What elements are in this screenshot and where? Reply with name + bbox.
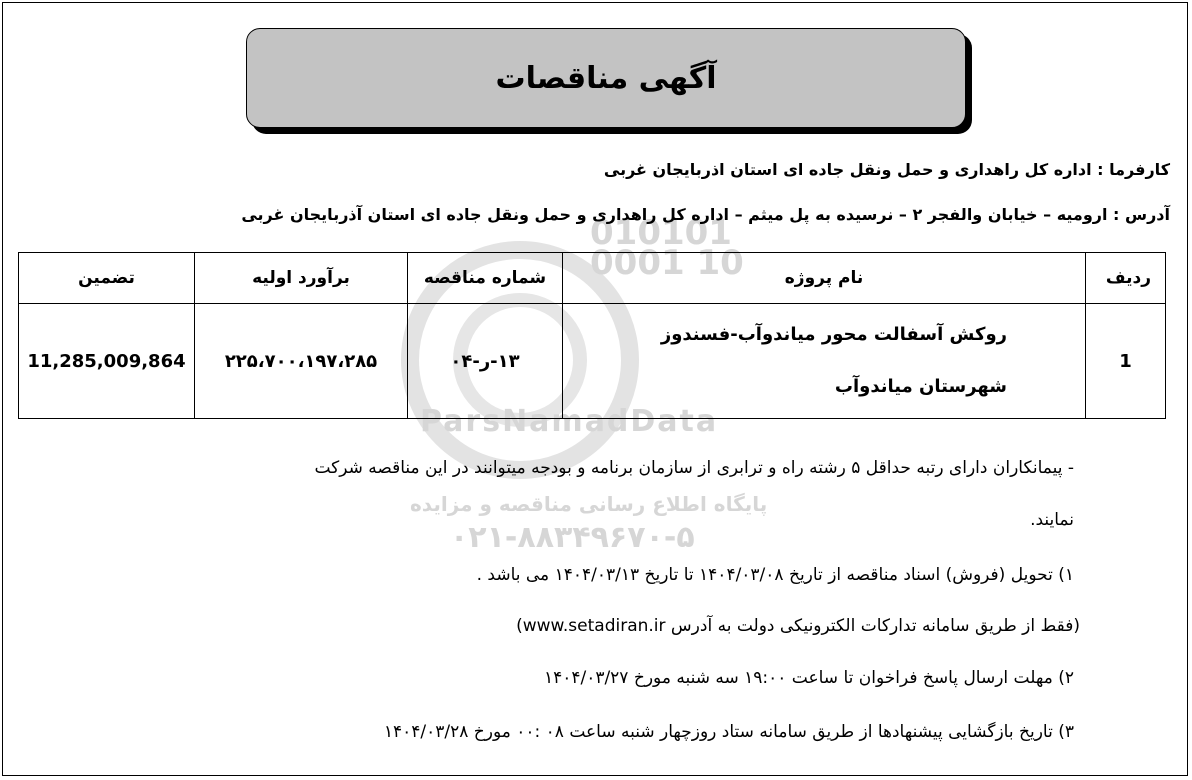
cell-tender-number: ۱۳-ر-۰۴: [408, 304, 563, 419]
header-row-number: ردیف: [1086, 253, 1166, 304]
tender-table: [18, 252, 1166, 419]
contractor-note-end: نمایند.: [1030, 510, 1074, 530]
project-name-line1: روکش آسفالت محور میاندوآب-فسندوز: [660, 324, 1007, 345]
watermark-digits: 010101 0001 10: [590, 213, 744, 283]
item-document-delivery: ۱) تحویل (فروش) اسناد مناقصه از تاریخ ۱۴۰۴/۰۳/۰۸ تا تاریخ ۱۴۰۴/۰۳/۱۳ می باشد .: [476, 565, 1074, 585]
employer-line: کارفرما : اداره کل راهداری و حمل ونقل جاده ای استان اذربایجان غربی: [603, 160, 1170, 179]
table-header-row: [19, 253, 1166, 304]
watermark-phone: ۰۲۱-۸۸۳۴۹۶۷۰-۵: [450, 520, 695, 555]
header-initial-estimate: برآورد اولیه: [195, 253, 408, 304]
cell-project-name: [563, 304, 1086, 419]
header-project-name: نام پروژه: [563, 253, 1086, 304]
watermark-tagline: پایگاه اطلاع رسانی مناقصه و مزایده: [410, 492, 768, 516]
cell-guarantee: 11,285,009,864: [19, 304, 195, 419]
item-response-deadline: ۲) مهلت ارسال پاسخ فراخوان تا ساعت ۱۹:۰۰ سه شنبه مورخ ۱۴۰۴/۰۳/۲۷: [543, 668, 1074, 688]
table-row: [19, 304, 1166, 419]
header-guarantee: تضمین: [19, 253, 195, 304]
item-opening-date: ۳) تاریخ بازگشایی پیشنهادها از طریق سامانه ستاد روزچهار شنبه ساعت ۰۸ :۰۰ مورخ ۱۴۰۴/۰۳/۲۸: [383, 722, 1074, 742]
cell-initial-estimate: ۲۲۵،۷۰۰،۱۹۷،۲۸۵: [195, 304, 408, 419]
project-name-line2: شهرستان میاندوآب: [834, 376, 1007, 397]
page-title: آگهی مناقصات: [495, 60, 717, 96]
contractor-note: - پیمانکاران دارای رتبه حداقل ۵ رشته راه و ترابری از سازمان برنامه و بودجه میتوانند در این مناقصه شرکت: [314, 458, 1074, 478]
item-setad-address: (فقط از طریق سامانه تدارکات الکترونیکی دولت به آدرس www.setadiran.ir): [516, 616, 1080, 636]
address-line: آدرس : ارومیه – خیابان والفجر ۲ – نرسیده به پل میثم – اداره کل راهداری و حمل ونقل جاده ای استان آذربایجان غربی: [241, 205, 1170, 224]
watermark-brand: ParsNamadData: [420, 404, 719, 439]
cell-row-number: 1: [1086, 304, 1166, 419]
header-tender-number: شماره مناقصه: [408, 253, 563, 304]
title-box: [246, 28, 966, 128]
